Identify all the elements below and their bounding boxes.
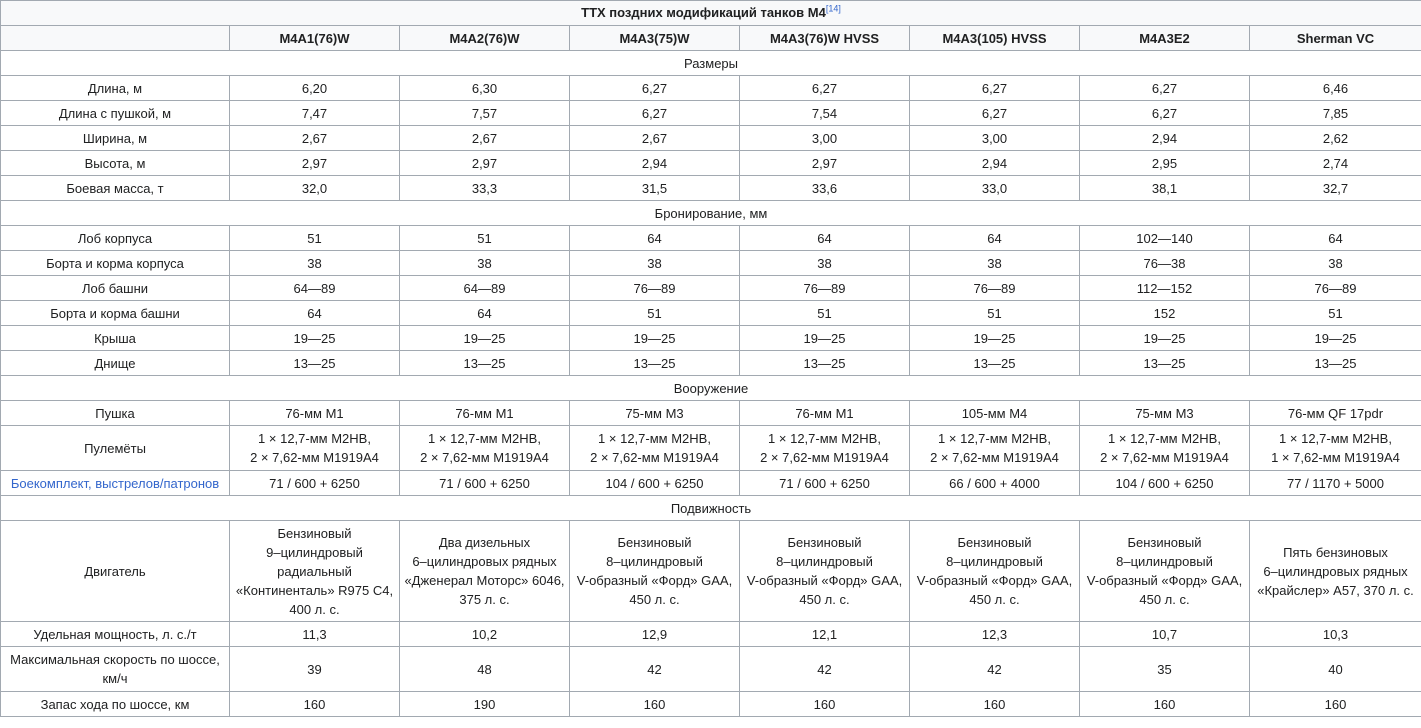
table-cell: 32,7 (1250, 176, 1421, 201)
table-cell: 160 (1250, 692, 1421, 717)
table-cell: 42 (910, 647, 1080, 692)
table-cell: 71 / 600 + 6250 (400, 471, 570, 496)
table-row (1, 101, 1421, 126)
row-label: Пушка (1, 401, 230, 426)
table-cell: 64—89 (400, 276, 570, 301)
table-row (1, 76, 1421, 101)
table-cell: 2,62 (1250, 126, 1421, 151)
section-title: Вооружение (1, 376, 1421, 401)
table-cell: 12,3 (910, 622, 1080, 647)
table-cell: Бензиновый 8–цилиндровый V-образный «Форд» GAA, 450 л. с. (570, 521, 740, 622)
table-cell: 2,94 (570, 151, 740, 176)
table-cell: 1 × 12,7-мм M2HB, 2 × 7,62-мм M1919A4 (910, 426, 1080, 471)
table-cell: 77 / 1170 + 5000 (1250, 471, 1421, 496)
table-cell: 75-мм M3 (1080, 401, 1250, 426)
table-cell: 2,97 (400, 151, 570, 176)
table-row (1, 151, 1421, 176)
table-cell: 10,2 (400, 622, 570, 647)
table-cell: 190 (400, 692, 570, 717)
table-cell: 10,7 (1080, 622, 1250, 647)
table-cell: 19—25 (400, 326, 570, 351)
table-cell: 160 (570, 692, 740, 717)
table-cell: 11,3 (230, 622, 400, 647)
reference-link[interactable]: [14] (825, 3, 841, 14)
table-cell: 76—38 (1080, 251, 1250, 276)
table-cell: Бензиновый 9–цилиндровый радиальный «Континенталь» R975 C4, 400 л. с. (230, 521, 400, 622)
table-cell: 75-мм M3 (570, 401, 740, 426)
table-cell: 76-мм QF 17pdr (1250, 401, 1421, 426)
table-cell: 33,3 (400, 176, 570, 201)
table-cell: 13—25 (740, 351, 910, 376)
table-row (1, 521, 1421, 622)
table-row (1, 276, 1421, 301)
table-cell: 76—89 (1250, 276, 1421, 301)
table-cell: 51 (740, 301, 910, 326)
section-title: Подвижность (1, 496, 1421, 521)
table-cell: 2,94 (1080, 126, 1250, 151)
table-cell: 64 (910, 226, 1080, 251)
table-cell: 7,47 (230, 101, 400, 126)
table-cell: 1 × 12,7-мм M2HB, 2 × 7,62-мм M1919A4 (570, 426, 740, 471)
table-cell: 12,1 (740, 622, 910, 647)
caption-title: ТТХ поздних модификаций танков M4 (581, 5, 826, 20)
table-cell: 64 (400, 301, 570, 326)
table-cell: 42 (740, 647, 910, 692)
table-row (1, 622, 1421, 647)
table-cell: 12,9 (570, 622, 740, 647)
table-cell: 38 (400, 251, 570, 276)
table-row (1, 326, 1421, 351)
table-cell: 160 (910, 692, 1080, 717)
table-cell: 32,0 (230, 176, 400, 201)
table-cell: 160 (740, 692, 910, 717)
table-caption (0, 0, 1421, 25)
table-cell: 13—25 (1250, 351, 1421, 376)
row-label: Борта и корма корпуса (1, 251, 230, 276)
table-cell: 51 (570, 301, 740, 326)
row-label: Удельная мощность, л. с./т (1, 622, 230, 647)
table-cell: 38,1 (1080, 176, 1250, 201)
table-cell: 2,67 (570, 126, 740, 151)
table-cell: 38 (740, 251, 910, 276)
table-cell: 38 (910, 251, 1080, 276)
table-cell: 38 (570, 251, 740, 276)
table-row (1, 692, 1421, 717)
table-cell: 19—25 (1080, 326, 1250, 351)
column-header: M4A1(76)W (230, 26, 400, 51)
row-label: Лоб корпуса (1, 226, 230, 251)
table-cell: 6,27 (910, 101, 1080, 126)
column-header: M4A2(76)W (400, 26, 570, 51)
section-title: Размеры (1, 51, 1421, 76)
table-cell: 10,3 (1250, 622, 1421, 647)
table-cell: 38 (1250, 251, 1421, 276)
table-cell: Бензиновый 8–цилиндровый V-образный «Форд» GAA, 450 л. с. (740, 521, 910, 622)
table-row (1, 176, 1421, 201)
table-cell: 38 (230, 251, 400, 276)
column-header: M4A3E2 (1080, 26, 1250, 51)
table-cell: 71 / 600 + 6250 (740, 471, 910, 496)
row-label: Длина, м (1, 76, 230, 101)
row-label: Высота, м (1, 151, 230, 176)
table-cell: 51 (400, 226, 570, 251)
table-cell: 35 (1080, 647, 1250, 692)
table-cell: 31,5 (570, 176, 740, 201)
table-cell: 40 (1250, 647, 1421, 692)
table-cell: 64—89 (230, 276, 400, 301)
table-cell: Бензиновый 8–цилиндровый V-образный «Форд» GAA, 450 л. с. (1080, 521, 1250, 622)
table-cell: 64 (230, 301, 400, 326)
table-cell: 2,97 (230, 151, 400, 176)
section-row (1, 51, 1421, 76)
table-cell: 13—25 (570, 351, 740, 376)
row-label: Лоб башни (1, 276, 230, 301)
table-cell: 64 (1250, 226, 1421, 251)
table-row (1, 471, 1421, 496)
table-cell: 152 (1080, 301, 1250, 326)
row-label: Ширина, м (1, 126, 230, 151)
table-row (1, 426, 1421, 471)
section-row (1, 376, 1421, 401)
table-cell: 160 (230, 692, 400, 717)
table-cell: 1 × 12,7-мм M2HB, 2 × 7,62-мм M1919A4 (1080, 426, 1250, 471)
table-row (1, 401, 1421, 426)
table-row (1, 251, 1421, 276)
table-cell: 6,27 (570, 101, 740, 126)
table-cell: 2,95 (1080, 151, 1250, 176)
table-cell: 6,20 (230, 76, 400, 101)
corner-cell (1, 26, 230, 51)
table-cell: 64 (740, 226, 910, 251)
section-row (1, 496, 1421, 521)
table-cell: 39 (230, 647, 400, 692)
table-cell: Два дизельных 6–цилиндровых рядных «Дженерал Моторс» 6046, 375 л. с. (400, 521, 570, 622)
row-label: Борта и корма башни (1, 301, 230, 326)
table-cell: 76-мм M1 (740, 401, 910, 426)
table-cell: 51 (910, 301, 1080, 326)
table-cell: Пять бензиновых 6–цилиндровых рядных «Крайслер» A57, 370 л. с. (1250, 521, 1421, 622)
table-row (1, 126, 1421, 151)
table-cell: 2,67 (400, 126, 570, 151)
table-cell: 13—25 (230, 351, 400, 376)
column-header: Sherman VC (1250, 26, 1421, 51)
table-cell: 102—140 (1080, 226, 1250, 251)
table-cell: 1 × 12,7-мм M2HB, 2 × 7,62-мм M1919A4 (400, 426, 570, 471)
row-label: Крыша (1, 326, 230, 351)
table-cell: 51 (230, 226, 400, 251)
row-label: Пулемёты (1, 426, 230, 471)
table-cell: 19—25 (1250, 326, 1421, 351)
row-label: Длина с пушкой, м (1, 101, 230, 126)
table-cell: 6,30 (400, 76, 570, 101)
table-cell: 13—25 (400, 351, 570, 376)
table-cell: 76-мм M1 (400, 401, 570, 426)
table-cell: 3,00 (910, 126, 1080, 151)
table-cell: 2,94 (910, 151, 1080, 176)
table-row (1, 647, 1421, 692)
table-cell: 2,74 (1250, 151, 1421, 176)
table-cell: 2,97 (740, 151, 910, 176)
table-body (1, 51, 1421, 717)
table-cell: 13—25 (1080, 351, 1250, 376)
table-row (1, 301, 1421, 326)
row-label: Боевая масса, т (1, 176, 230, 201)
table-cell: 42 (570, 647, 740, 692)
table-cell: 6,46 (1250, 76, 1421, 101)
table-row (1, 226, 1421, 251)
row-label: Двигатель (1, 521, 230, 622)
table-cell: 112—152 (1080, 276, 1250, 301)
row-label: Максимальная скорость по шоссе, км/ч (1, 647, 230, 692)
section-title: Бронирование, мм (1, 201, 1421, 226)
table-cell: 7,85 (1250, 101, 1421, 126)
table-cell: 76-мм M1 (230, 401, 400, 426)
table-cell: 48 (400, 647, 570, 692)
table-cell: 71 / 600 + 6250 (230, 471, 400, 496)
table-cell: 1 × 12,7-мм M2HB, 1 × 7,62-мм M1919A4 (1250, 426, 1421, 471)
column-header: M4A3(75)W (570, 26, 740, 51)
table-cell: 19—25 (740, 326, 910, 351)
table-cell: 1 × 12,7-мм M2HB, 2 × 7,62-мм M1919A4 (740, 426, 910, 471)
table-cell: 51 (1250, 301, 1421, 326)
table-cell: 105-мм M4 (910, 401, 1080, 426)
table-cell: 3,00 (740, 126, 910, 151)
row-label[interactable] (1, 471, 230, 496)
table-cell: 33,0 (910, 176, 1080, 201)
table-cell: 6,27 (910, 76, 1080, 101)
table-cell: 2,67 (230, 126, 400, 151)
table-cell: 76—89 (740, 276, 910, 301)
table-cell: 1 × 12,7-мм M2HB, 2 × 7,62-мм M1919A4 (230, 426, 400, 471)
table-cell: 76—89 (910, 276, 1080, 301)
table-cell: 160 (1080, 692, 1250, 717)
row-label: Днище (1, 351, 230, 376)
row-label-link[interactable]: Боекомплект, выстрелов/патронов (10, 475, 220, 491)
table-cell: 6,27 (740, 76, 910, 101)
table-cell: 13—25 (910, 351, 1080, 376)
table-cell: 7,57 (400, 101, 570, 126)
table-row (1, 351, 1421, 376)
table-cell: 76—89 (570, 276, 740, 301)
table-cell: 33,6 (740, 176, 910, 201)
table-cell: 104 / 600 + 6250 (1080, 471, 1250, 496)
header-row (1, 26, 1421, 51)
table-cell: 6,27 (1080, 76, 1250, 101)
table-cell: 19—25 (230, 326, 400, 351)
table-cell: 19—25 (910, 326, 1080, 351)
column-header: M4A3(76)W HVSS (740, 26, 910, 51)
table-cell: 6,27 (570, 76, 740, 101)
column-header: M4A3(105) HVSS (910, 26, 1080, 51)
table-cell: 104 / 600 + 6250 (570, 471, 740, 496)
table-cell: 64 (570, 226, 740, 251)
table-cell: 66 / 600 + 4000 (910, 471, 1080, 496)
table-cell: 6,27 (1080, 101, 1250, 126)
table-cell: Бензиновый 8–цилиндровый V-образный «Форд» GAA, 450 л. с. (910, 521, 1080, 622)
table-cell: 19—25 (570, 326, 740, 351)
row-label: Запас хода по шоссе, км (1, 692, 230, 717)
table-cell: 7,54 (740, 101, 910, 126)
section-row (1, 201, 1421, 226)
